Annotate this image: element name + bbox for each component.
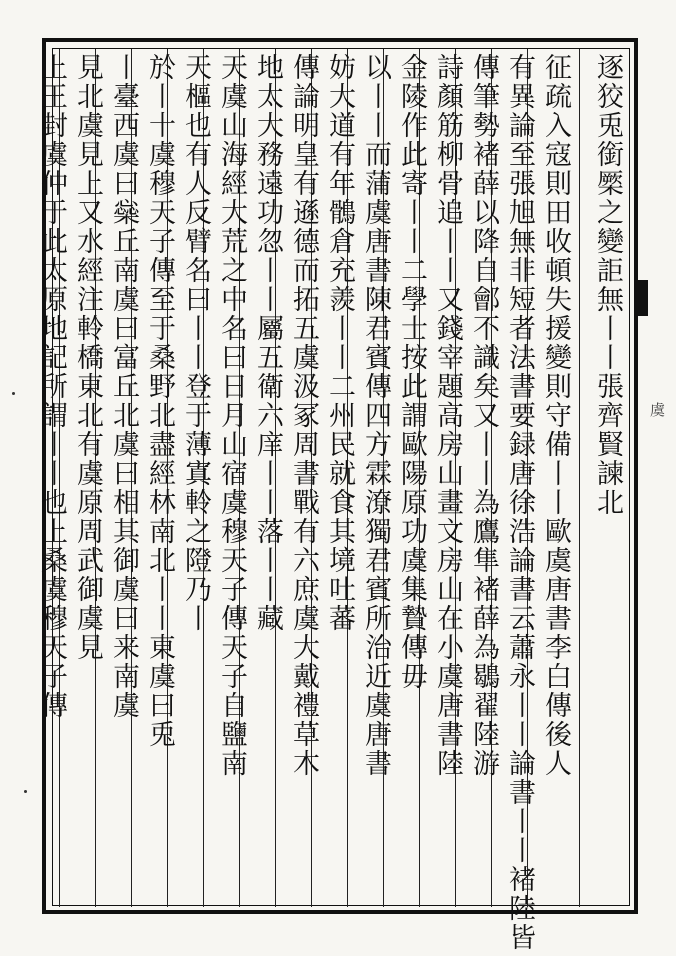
- text-column-6: 金陵作此寄丨丨二學士按此謂歐陽原功虞集贄傳毋: [396, 53, 427, 691]
- paper-speck: [12, 392, 15, 395]
- text-column-3: 有異論至張旭無非短者法書要録唐徐浩論書云蕭永丨丨論書丨丨褚陸皆: [504, 53, 535, 952]
- text-column-1: 逐狡兎銜橜之變詎無丨丨張齊賢諫北: [592, 53, 623, 517]
- text-column-2: 征疏入寇則田收頓失援變則守備丨丨歐虞唐書李白傳後人: [540, 53, 571, 778]
- text-block: [36, 48, 630, 952]
- margin-tab: [634, 280, 648, 316]
- text-column-8: 妨大道有年鶻倉充羨丨丨二州民就食其境吐蕃: [324, 53, 355, 633]
- text-column-5: 詩顏筋柳骨追丨丨又錢宰題高房山畫文房山在小虞唐書陸: [432, 53, 463, 778]
- margin-label: 虞: [648, 402, 666, 417]
- text-column-11: 天虞山海經大荒之中名曰日月山宿虞穆天子傳天子自鹽南: [216, 53, 247, 778]
- text-column-10: 地太大務遠功忽丨丨屬五衛六庠丨丨落丨丨藏: [252, 53, 283, 633]
- text-column-16: 上王封虞仲于此太原地記所謂丨丨也上桑虞穆天子傳: [36, 53, 67, 720]
- text-column-13: 於丨十虞穆天子傳至于桑野北盡經林南北丨丨東虞曰兎: [144, 53, 175, 749]
- text-column-7: 以丨丨而蒲虞唐書陳君賓傳四方霖潦獨君賓所治近虞唐書: [360, 53, 391, 778]
- text-column-4: 傳筆勢褚薛以降自鄶不識矣又丨丨為鷹隼褚薛為鶡翟陸游: [468, 53, 499, 778]
- column-rule: [579, 49, 580, 907]
- text-column-9: 傳論明皇有遜德而拓五虞汲冢周書戰有六庶虞大戴禮草木: [288, 53, 319, 778]
- text-column-15: 見北虞見上又水經注軨橋東北有虞原周武御虞見: [72, 53, 103, 662]
- text-column-14: 丨臺西虞曰橤丘南虞曰富丘北虞曰相其御虞曰来南虞: [108, 53, 139, 720]
- paper-speck: [24, 790, 27, 793]
- text-column-12: 天樞也有人反臂名曰丨丨登于薄寘軨之隥乃丨: [180, 53, 211, 633]
